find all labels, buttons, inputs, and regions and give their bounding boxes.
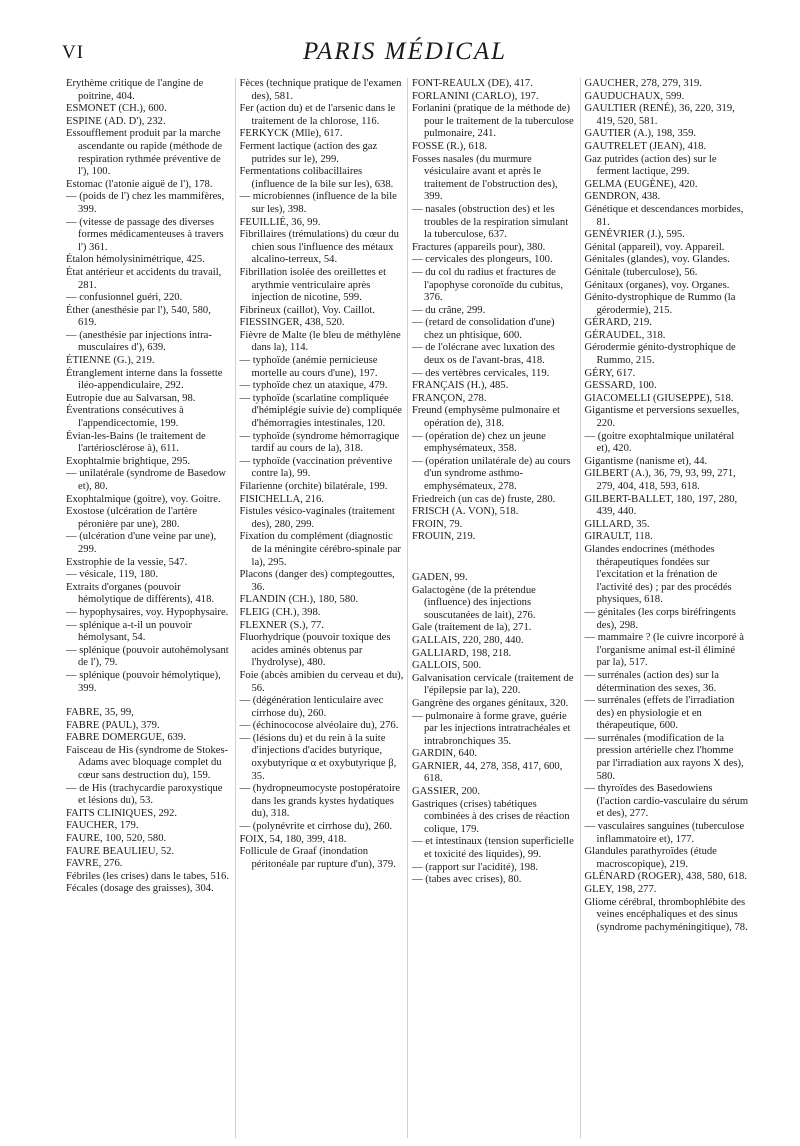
index-entry: — génitales (les corps biréfringents des), 298. [584,606,736,631]
index-entry: Fibrineux (caillot), Voy. Caillot. [239,304,375,316]
index-entry: Éther (anesthésie par l'), 540, 580, 619. [66,304,211,329]
index-entry: GARNIER, 44, 278, 358, 417, 600, 618. [412,760,563,785]
index-entry: FISICHELLA, 216. [239,493,324,505]
index-entry: Génitaux (organes), voy. Organes. [584,279,730,291]
index-entry: GADEN, 99. [412,571,468,583]
index-entry: — unilatérale (syndrome de Basedow et), 80. [66,468,227,492]
index-entry: Gale (traitement de la), 271. [412,622,532,634]
index-entry: Fibrillation isolée des oreillettes et arythmie ventriculaire après injection de nicotine, 599. [239,266,387,304]
index-entry: FORLANINI (CARLO), 197. [412,90,539,102]
index-entry: Fèces (technique pratique de l'examen des), 581. [239,78,402,102]
index-entry: GILBERT (A.), 36, 79, 93, 99, 271, 279, 404, 418, 593, 618. [584,468,736,492]
index-entry: Génito-dystrophique de Rummo (la gérodermie), 215. [584,292,736,316]
index-entry: — nasales (obstruction des) et les troubles de la respiration simulant la tuberculose, 637. [412,203,569,241]
index-entry: GASSIER, 200. [412,786,480,798]
index-entry: — splénique (pouvoir autohémolysant de l'), 79. [66,644,229,669]
index-entry: Génitale (tuberculose), 56. [584,266,698,278]
index-entry: — confusionnel guéri, 220. [66,292,183,304]
index-columns [62,78,752,1138]
index-entry: GLEY, 198, 277. [584,884,657,895]
index-entry: ESPINE (AD. D'), 232. [66,115,166,127]
index-entry: GAUTIER (A.), 198, 359. [584,128,697,140]
index-entry: FLANDIN (CH.), 180, 580. [239,594,359,606]
index-entry: GAUCHER, 278, 279, 319. [584,78,702,89]
index-entry: Étalon hémolysinimétrique, 425. [66,254,205,266]
index-entry: GÉRAUDEL, 318. [584,329,666,341]
index-entry: Éventrations consécutives à l'appendicectomie, 199. [66,405,184,430]
index-entry: Gigantisme (nanisme et), 44. [584,455,708,467]
index-entry: Freund (emphysème pulmonaire et opération de), 318. [412,405,560,430]
index-entry: — (ulcération d'une veine par une), 299. [66,531,217,555]
index-column-3 [407,78,580,1138]
index-entry: Estomac (l'atonie aiguë de l'), 178. [66,178,213,190]
index-entry: — surrénales (effets de l'irradiation des) en physiologie et en thérapeutique, 600. [584,695,735,732]
index-entry: — vésicale, 119, 180. [66,569,158,581]
index-entry: Génital (appareil), voy. Appareil. [584,241,725,253]
section-gap [66,695,232,707]
index-entry: GENDRON, 438. [584,191,661,203]
index-entry: GALLAIS, 220, 280, 440. [412,634,524,646]
index-entry: Filarienne (orchite) bilatérale, 199. [239,481,388,492]
index-entry: — (anesthésie par injections intra-musculaires d'), 639. [66,329,212,354]
index-entry: Évian-les-Bains (le traitement de l'artériosclérose à), 611. [66,430,206,455]
index-entry: Génitales (glandes), voy. Glandes. [584,254,730,266]
index-entry: — surrénales (action des) sur la détermination des sexes, 36. [584,669,719,694]
index-entry: Gérodermie génito-dystrophique de Rummo, 215. [584,342,736,367]
index-entry: FAVRE, 276. [66,858,123,870]
index-entry: — du crâne, 299. [412,304,486,316]
index-entry: FROIN, 79. [412,518,463,530]
index-entry: — (dégénération lenticulaire avec cirrhose du), 260. [239,695,384,719]
index-entry: — (poids de l') chez les mammifères, 399. [66,191,225,215]
index-entry: — thyroïdes des Basedowiens (l'action cardio-vasculaire du sérum et des), 277. [584,783,749,820]
index-entry: État antérieur et accidents du travail, 281. [66,266,222,291]
index-entry: FROUIN, 219. [412,531,476,543]
index-entry: — et intestinaux (tension superficielle et toxicité des liquides), 99. [412,836,574,861]
index-entry: Érythème critique de l'angine de poitrine, 404. [66,78,204,102]
index-entry: Fosses nasales (du murmure vésiculaire avant et après le traitement de l'obstruction des), 399. [412,153,558,203]
index-entry: Exostose (ulcération de l'artère péronière par une), 280. [66,506,198,530]
index-entry: — typhoïde (scarlatine compliquée d'hémiplégie suivie de) compliquée d'hémorragies intestinales, 120. [239,392,402,430]
index-entry: FERKYCK (Mlle), 617. [239,128,343,140]
index-entry: — hypophysaires, voy. Hypophysaire. [66,606,229,618]
index-entry: Fibrillaires (trémulations) du cœur du chien sous l'influence des métaux alcalino-terreux, 54. [239,229,399,266]
index-entry: Fécales (dosage des graisses), 304. [66,883,214,895]
page-number: VI [62,42,85,63]
index-entry: FRISCH (A. VON), 518. [412,506,519,518]
index-entry: Placons (danger des) comptegouttes, 36. [239,569,395,593]
index-entry: Eutropie due au Salvarsan, 98. [66,392,196,404]
index-entry: Génétique et descendances morbides, 81. [584,203,744,228]
index-entry: Exophtalmique (goitre), voy. Goitre. [66,493,221,505]
index-entry: — de l'olécrane avec luxation des deux os de l'avant-bras, 418. [412,342,555,367]
index-entry: FAURE BEAULIEU, 52. [66,845,175,857]
index-entry: — des vertèbres cervicales, 119. [412,367,550,379]
index-entry: GIRAULT, 118. [584,531,653,543]
index-entry: Exophtalmie brightique, 295. [66,455,191,467]
index-entry: — (opération unilatérale de) au cours d'un syndrome asthmo-emphysémateux, 278. [412,455,571,492]
index-entry: Fièvre de Malte (le bleu de méthylène dans la), 114. [239,329,401,354]
index-entry: — cervicales des plongeurs, 100. [412,254,553,266]
index-entry: GAUDUCHAUX, 599. [584,90,685,102]
index-entry: FOSSE (R.), 618. [412,140,488,152]
section-gap [412,544,577,572]
index-column-1 [62,78,235,1138]
index-entry: — splénique (pouvoir hémolytique), 399. [66,669,221,694]
index-entry: Fistules vésico-vaginales (traitement des), 280, 299. [239,506,395,530]
index-entry: GIACOMELLI (GIUSEPPE), 518. [584,392,734,404]
index-entry: — (retard de consolidation d'une) chez un phtisique, 600. [412,317,555,341]
index-entry: GÉRY, 617. [584,367,636,379]
index-entry: FIESSINGER, 438, 520. [239,317,345,329]
index-entry: FLEXNER (S.), 77. [239,619,324,631]
index-entry: — pulmonaire à forme grave, guérie par les injections intratrachéales et intrabronchiques 35. [412,710,571,747]
index-entry: FEUILLIÉ, 36, 99. [239,216,321,228]
index-entry: — (échinococose alvéolaire du), 276. [239,720,399,732]
index-entry: — mammaire ? (le cuivre incorporé à l'organisme animal est-il éliminé par la), 517. [584,632,744,669]
index-entry: — surrénales (modification de la pression artérielle chez l'homme par l'irradiation aux rayons X des), 580. [584,732,744,782]
index-entry: GÉRARD, 219. [584,317,652,329]
index-entry: Fébriles (les crises) dans le tabes, 516. [66,870,229,882]
index-entry: Étranglement interne dans la fossette iléo-appendiculaire, 292. [66,367,223,392]
index-entry: — typhoïde (syndrome hémorragique tardif au cours de la), 318. [239,430,400,455]
index-entry: Gliome cérébral, thrombophlébite des veines encéphaliques et des sinus (syndrome pachyméningitique), 78. [584,896,748,933]
index-entry: ÉTIENNE (G.), 219. [66,355,155,367]
index-entry: Exstrophie de la vessie, 547. [66,556,188,568]
index-entry: Friedreich (un cas de) fruste, 280. [412,493,556,505]
index-entry: FRANÇAIS (H.), 485. [412,380,509,392]
index-entry: FABRE, 35, 99, [66,707,134,719]
index-entry: FAUCHER, 179. [66,820,139,832]
index-entry: Follicule de Graaf (inondation péritonéale par rupture d'un), 379. [239,846,396,870]
index-entry: FLEIG (CH.), 398. [239,606,321,618]
index-column-2 [235,78,408,1138]
index-entry: Galactogène (de la prétendue (influence) des injections souscutanées de lait), 276. [412,584,536,621]
index-entry: — du col du radius et fractures de l'apophyse coronoïde du cubitus, 376. [412,266,564,304]
index-entry: GENÉVRIER (J.), 595. [584,229,685,241]
index-entry: GAUTRELET (JEAN), 418. [584,140,707,152]
index-entry: FAURE, 100, 520, 580. [66,833,167,845]
index-entry: — (vitesse de passage des diverses formes médicamenteuses à travers l') 361. [66,216,224,253]
index-entry: — (goitre exophtalmique unilatéral et), 420. [584,430,735,455]
index-entry: Essoufflement produit par la marche ascendante ou rapide (méthode de respiration rythmée préventive de l'), 100. [66,128,223,178]
index-entry: — (rapport sur l'acidité), 198. [412,861,539,873]
index-entry: GELMA (EUGÈNE), 420. [584,178,698,190]
index-entry: GESSARD, 100. [584,380,657,392]
index-entry: GILBERT-BALLET, 180, 197, 280, 439, 440. [584,493,738,518]
index-entry: Gigantisme et perversions sexuelles, 220. [584,405,740,430]
index-entry: FOIX, 54, 180, 399, 418. [239,833,347,845]
index-entry: Foie (abcès amibien du cerveau et du), 56. [239,669,404,694]
index-entry: — (tabes avec crises), 80. [412,874,522,886]
index-entry: Forlanini (pratique de la méthode de) pour le traitement de la tuberculose pulmonaire, 241. [412,103,574,140]
index-entry: — microbiennes (influence de la bile sur les), 398. [239,191,397,215]
index-entry: Extraits d'organes (pouvoir hémolytique de différents), 418. [66,581,215,606]
index-entry: GLÉNARD (ROGER), 438, 580, 618. [584,871,747,883]
index-entry: GALLOIS, 500. [412,660,482,672]
index-entry: GALLIARD, 198, 218. [412,647,512,659]
index-entry: — vasculaires sanguines (tuberculose inflammatoire et), 177. [584,821,745,845]
index-entry: Fixation du complément (diagnostic de la méningite cérébro-spinale par la), 295. [239,531,401,568]
running-title: PARIS MÉDICAL [303,38,507,65]
index-entry: — (hydropneumocyste postopératoire dans les grands kystes hydatiques du), 318. [239,783,401,820]
index-entry: — typhoïde (vaccination préventive contre la), 99. [239,455,393,480]
index-entry: Fermentations colibacillaires (influence de la bile sur les), 638. [239,166,394,190]
index-entry: FAITS CLINIQUES, 292. [66,807,178,819]
index-entry: Glandes endocrines (méthodes thérapeutiques fondées sur l'excitation et la frénation de l'activité des) ; par des procédés physiques, 618. [584,543,732,606]
index-entry: FABRE (PAUL), 379. [66,719,160,731]
index-entry: GAULTIER (RENÉ), 36, 220, 319, 419, 520, 581. [584,103,735,127]
index-entry: Ferment lactique (action des gaz putrides sur le), 299. [239,140,378,165]
index-entry: FABRE DOMERGUE, 639. [66,732,186,744]
index-entry: FONT-RÉAULX (DE), 417. [412,78,533,89]
index-entry: Fer (action du) et de l'arsenic dans le traitement de la chlorose, 116. [239,103,396,127]
index-entry: GILLARD, 35. [584,518,650,530]
index-entry: — (lésions du) et du rein à la suite d'injections d'acides butyrique, oxybutyrique α et oxybutyrique β, 35. [239,732,397,782]
index-entry: — (opération de) chez un jeune emphysémateux, 358. [412,430,546,455]
index-entry: Fluorhydrique (pouvoir toxique des acides aminés obtenus par l'hydrolyse), 480. [239,632,391,669]
index-entry: — (polynévrite et cirrhose du), 260. [239,821,393,833]
index-entry: — typhoïde (anémie pernicieuse mortelle au cours d'une), 197. [239,355,378,379]
index-entry: Gaz putrides (action des) sur le ferment lactique, 299. [584,153,717,178]
page-header [62,38,748,72]
index-entry: — typhoïde chez un ataxique, 479. [239,380,388,392]
index-entry: — de His (trachycardie paroxystique et lésions du), 53. [66,782,223,807]
index-entry: GARDIN, 640. [412,748,478,760]
index-entry: — splénique a-t-il un pouvoir hémolysant, 54. [66,619,192,644]
index-entry: Galvanisation cervicale (traitement de l'épilepsie par la), 220. [412,672,574,697]
index-entry: Gangrène des organes génitaux, 320. [412,697,569,709]
index-entry: Faisceau de His (syndrome de Stokes-Adams avec bloquage complet du cœur sans destruction du), 159. [66,744,229,782]
index-entry: Fractures (appareils pour), 380. [412,241,546,253]
index-column-4 [580,78,753,1138]
index-entry: ESMONET (CH.), 600. [66,103,167,115]
index-entry: Gastriques (crises) tabétiques combinées à des crises de réaction colique, 179. [412,798,570,835]
index-entry: FRANÇON, 278. [412,392,487,404]
index-entry: Glandules parathyroïdes (étude macroscopique), 219. [584,846,717,870]
